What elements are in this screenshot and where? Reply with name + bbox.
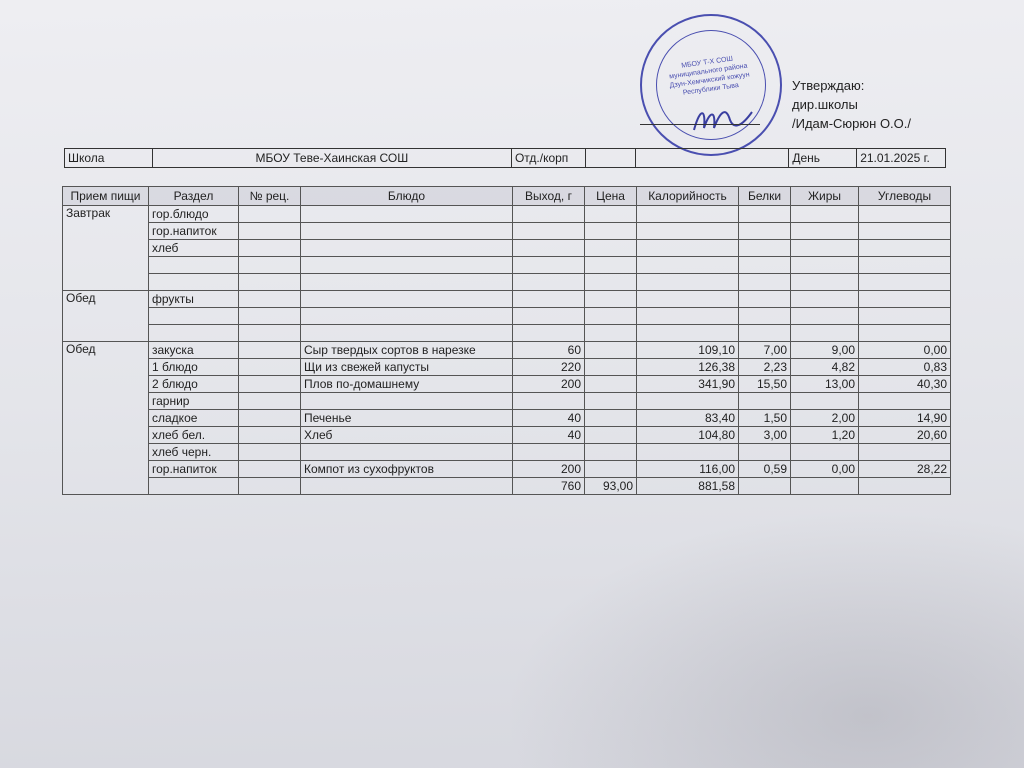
price-cell bbox=[585, 393, 637, 410]
price-cell bbox=[585, 291, 637, 308]
protein-cell bbox=[739, 274, 791, 291]
price-cell bbox=[585, 444, 637, 461]
rec-cell bbox=[239, 342, 301, 359]
col-header: Блюдо bbox=[301, 187, 513, 206]
price-cell bbox=[585, 257, 637, 274]
dish-cell bbox=[301, 478, 513, 495]
yield-cell: 40 bbox=[513, 427, 585, 444]
kcal-cell bbox=[637, 308, 739, 325]
kcal-cell bbox=[637, 444, 739, 461]
kcal-cell: 83,40 bbox=[637, 410, 739, 427]
fat-cell bbox=[791, 206, 859, 223]
fat-cell bbox=[791, 478, 859, 495]
dish-cell: Плов по-домашнему bbox=[301, 376, 513, 393]
dish-cell: Компот из сухофруктов bbox=[301, 461, 513, 478]
protein-cell bbox=[739, 325, 791, 342]
price-cell: 93,00 bbox=[585, 478, 637, 495]
table-row bbox=[63, 257, 951, 274]
col-header: Выход, г bbox=[513, 187, 585, 206]
price-cell bbox=[585, 240, 637, 257]
price-cell bbox=[585, 410, 637, 427]
kcal-cell: 109,10 bbox=[637, 342, 739, 359]
fat-cell: 1,20 bbox=[791, 427, 859, 444]
protein-cell: 1,50 bbox=[739, 410, 791, 427]
section-cell: гарнир bbox=[149, 393, 239, 410]
carbs-cell bbox=[859, 291, 951, 308]
menu-table bbox=[62, 186, 951, 495]
dish-cell bbox=[301, 325, 513, 342]
dish-cell bbox=[301, 223, 513, 240]
yield-cell: 60 bbox=[513, 342, 585, 359]
table-row bbox=[63, 274, 951, 291]
protein-cell bbox=[739, 240, 791, 257]
dish-cell bbox=[301, 291, 513, 308]
approval-block bbox=[792, 76, 911, 133]
col-header: Углеводы bbox=[859, 187, 951, 206]
kcal-cell: 116,00 bbox=[637, 461, 739, 478]
section-cell: 1 блюдо bbox=[149, 359, 239, 376]
dish-cell bbox=[301, 257, 513, 274]
fat-cell bbox=[791, 393, 859, 410]
approval-line-2: дир.школы bbox=[792, 97, 858, 112]
dish-cell bbox=[301, 308, 513, 325]
yield-cell: 200 bbox=[513, 376, 585, 393]
protein-cell: 3,00 bbox=[739, 427, 791, 444]
kcal-cell bbox=[637, 325, 739, 342]
kcal-cell bbox=[637, 257, 739, 274]
rec-cell bbox=[239, 427, 301, 444]
shadow-area bbox=[504, 508, 1024, 768]
price-cell bbox=[585, 325, 637, 342]
protein-cell: 7,00 bbox=[739, 342, 791, 359]
section-cell bbox=[149, 257, 239, 274]
kcal-cell bbox=[637, 240, 739, 257]
col-header: Белки bbox=[739, 187, 791, 206]
price-cell bbox=[585, 461, 637, 478]
carbs-cell bbox=[859, 393, 951, 410]
table-row bbox=[63, 325, 951, 342]
carbs-cell bbox=[859, 444, 951, 461]
carbs-cell: 28,22 bbox=[859, 461, 951, 478]
section-cell bbox=[149, 478, 239, 495]
fat-cell bbox=[791, 274, 859, 291]
protein-cell bbox=[739, 393, 791, 410]
dept-value bbox=[586, 149, 636, 167]
section-cell: хлеб черн. bbox=[149, 444, 239, 461]
meal-cell: Обед bbox=[63, 291, 149, 342]
day-label: День bbox=[789, 149, 857, 167]
kcal-cell bbox=[637, 206, 739, 223]
yield-cell: 40 bbox=[513, 410, 585, 427]
protein-cell bbox=[739, 206, 791, 223]
protein-cell bbox=[739, 257, 791, 274]
table-row bbox=[63, 444, 951, 461]
rec-cell bbox=[239, 359, 301, 376]
kcal-cell: 104,80 bbox=[637, 427, 739, 444]
school-name: МБОУ Теве-Хаинская СОШ bbox=[153, 149, 512, 167]
dish-cell: Хлеб bbox=[301, 427, 513, 444]
stamp-text: МБОУ Т-Х СОШ муниципального района Дзун-Хемчикский кожуун Республики Тыва bbox=[668, 55, 751, 97]
rec-cell bbox=[239, 393, 301, 410]
price-cell bbox=[585, 308, 637, 325]
section-cell: гор.напиток bbox=[149, 461, 239, 478]
fat-cell: 0,00 bbox=[791, 461, 859, 478]
table-row bbox=[63, 308, 951, 325]
signature-icon bbox=[690, 100, 760, 140]
carbs-cell: 14,90 bbox=[859, 410, 951, 427]
kcal-cell: 881,58 bbox=[637, 478, 739, 495]
yield-cell bbox=[513, 257, 585, 274]
fat-cell bbox=[791, 444, 859, 461]
protein-cell: 2,23 bbox=[739, 359, 791, 376]
dish-cell: Щи из свежей капусты bbox=[301, 359, 513, 376]
rec-cell bbox=[239, 291, 301, 308]
yield-cell: 220 bbox=[513, 359, 585, 376]
kcal-cell bbox=[637, 291, 739, 308]
carbs-cell: 0,83 bbox=[859, 359, 951, 376]
section-cell: хлеб бел. bbox=[149, 427, 239, 444]
carbs-cell bbox=[859, 478, 951, 495]
fat-cell bbox=[791, 240, 859, 257]
rec-cell bbox=[239, 308, 301, 325]
yield-cell: 200 bbox=[513, 461, 585, 478]
dish-cell bbox=[301, 393, 513, 410]
rec-cell bbox=[239, 410, 301, 427]
dept-label: Отд./корп bbox=[512, 149, 586, 167]
section-cell: закуска bbox=[149, 342, 239, 359]
col-header: Раздел bbox=[149, 187, 239, 206]
table-body bbox=[63, 206, 951, 495]
rec-cell bbox=[239, 461, 301, 478]
carbs-cell: 20,60 bbox=[859, 427, 951, 444]
section-cell: 2 блюдо bbox=[149, 376, 239, 393]
rec-cell bbox=[239, 376, 301, 393]
section-cell: гор.блюдо bbox=[149, 206, 239, 223]
table-row bbox=[63, 427, 951, 444]
price-cell bbox=[585, 427, 637, 444]
section-cell: сладкое bbox=[149, 410, 239, 427]
carbs-cell: 0,00 bbox=[859, 342, 951, 359]
table-row bbox=[63, 376, 951, 393]
dish-cell bbox=[301, 274, 513, 291]
fat-cell: 2,00 bbox=[791, 410, 859, 427]
carbs-cell bbox=[859, 206, 951, 223]
price-cell bbox=[585, 274, 637, 291]
carbs-cell bbox=[859, 308, 951, 325]
yield-cell bbox=[513, 206, 585, 223]
price-cell bbox=[585, 376, 637, 393]
date-value: 21.01.2025 г. bbox=[860, 151, 930, 165]
rec-cell bbox=[239, 206, 301, 223]
section-cell: фрукты bbox=[149, 291, 239, 308]
yield-cell bbox=[513, 393, 585, 410]
yield-cell bbox=[513, 240, 585, 257]
carbs-cell bbox=[859, 257, 951, 274]
protein-cell bbox=[739, 444, 791, 461]
kcal-cell: 341,90 bbox=[637, 376, 739, 393]
rec-cell bbox=[239, 325, 301, 342]
protein-cell: 15,50 bbox=[739, 376, 791, 393]
price-cell bbox=[585, 342, 637, 359]
yield-cell bbox=[513, 308, 585, 325]
protein-cell bbox=[739, 308, 791, 325]
price-cell bbox=[585, 223, 637, 240]
protein-cell bbox=[739, 478, 791, 495]
protein-cell bbox=[739, 291, 791, 308]
price-cell bbox=[585, 359, 637, 376]
fat-cell bbox=[791, 257, 859, 274]
carbs-cell bbox=[859, 274, 951, 291]
yield-cell bbox=[513, 291, 585, 308]
yield-cell bbox=[513, 325, 585, 342]
table-row bbox=[63, 359, 951, 376]
header-row bbox=[64, 148, 946, 168]
carbs-cell: 40,30 bbox=[859, 376, 951, 393]
dish-cell bbox=[301, 206, 513, 223]
rec-cell bbox=[239, 257, 301, 274]
table-row bbox=[63, 461, 951, 478]
school-label: Школа bbox=[65, 149, 153, 167]
rec-cell bbox=[239, 223, 301, 240]
fat-cell bbox=[791, 291, 859, 308]
approval-line-3: /Идам-Сюрюн О.О./ bbox=[792, 116, 912, 131]
section-cell bbox=[149, 308, 239, 325]
carbs-cell bbox=[859, 223, 951, 240]
table-header-row bbox=[63, 187, 951, 206]
meal-cell: Обед bbox=[63, 342, 149, 495]
kcal-cell bbox=[637, 223, 739, 240]
table-row bbox=[63, 478, 951, 495]
yield-cell bbox=[513, 223, 585, 240]
kcal-cell: 126,38 bbox=[637, 359, 739, 376]
section-cell: хлеб bbox=[149, 240, 239, 257]
protein-cell bbox=[739, 223, 791, 240]
table-row bbox=[63, 342, 951, 359]
dish-cell: Сыр твердых сортов в нарезке bbox=[301, 342, 513, 359]
rec-cell bbox=[239, 240, 301, 257]
table-row bbox=[63, 206, 951, 223]
col-header: Прием пищи bbox=[63, 187, 149, 206]
approval-line-1: Утверждаю: bbox=[792, 78, 865, 93]
table-row bbox=[63, 240, 951, 257]
yield-cell bbox=[513, 444, 585, 461]
kcal-cell bbox=[637, 393, 739, 410]
table-row bbox=[63, 291, 951, 308]
dish-cell: Печенье bbox=[301, 410, 513, 427]
rec-cell bbox=[239, 478, 301, 495]
col-header: Калорийность bbox=[637, 187, 739, 206]
fat-cell: 4,82 bbox=[791, 359, 859, 376]
fat-cell bbox=[791, 308, 859, 325]
carbs-cell bbox=[859, 240, 951, 257]
fat-cell bbox=[791, 325, 859, 342]
yield-cell: 760 bbox=[513, 478, 585, 495]
col-header: Цена bbox=[585, 187, 637, 206]
section-cell bbox=[149, 325, 239, 342]
dish-cell bbox=[301, 444, 513, 461]
table-row bbox=[63, 393, 951, 410]
meal-cell: Завтрак bbox=[63, 206, 149, 291]
section-cell bbox=[149, 274, 239, 291]
price-cell bbox=[585, 206, 637, 223]
table-row bbox=[63, 410, 951, 427]
signature-line bbox=[640, 124, 760, 125]
protein-cell: 0,59 bbox=[739, 461, 791, 478]
carbs-cell bbox=[859, 325, 951, 342]
col-header: Жиры bbox=[791, 187, 859, 206]
dish-cell bbox=[301, 240, 513, 257]
table-row bbox=[63, 223, 951, 240]
kcal-cell bbox=[637, 274, 739, 291]
yield-cell bbox=[513, 274, 585, 291]
fat-cell: 13,00 bbox=[791, 376, 859, 393]
fat-cell bbox=[791, 223, 859, 240]
section-cell: гор.напиток bbox=[149, 223, 239, 240]
header-blank bbox=[636, 149, 790, 167]
fat-cell: 9,00 bbox=[791, 342, 859, 359]
col-header: № рец. bbox=[239, 187, 301, 206]
rec-cell bbox=[239, 444, 301, 461]
rec-cell bbox=[239, 274, 301, 291]
